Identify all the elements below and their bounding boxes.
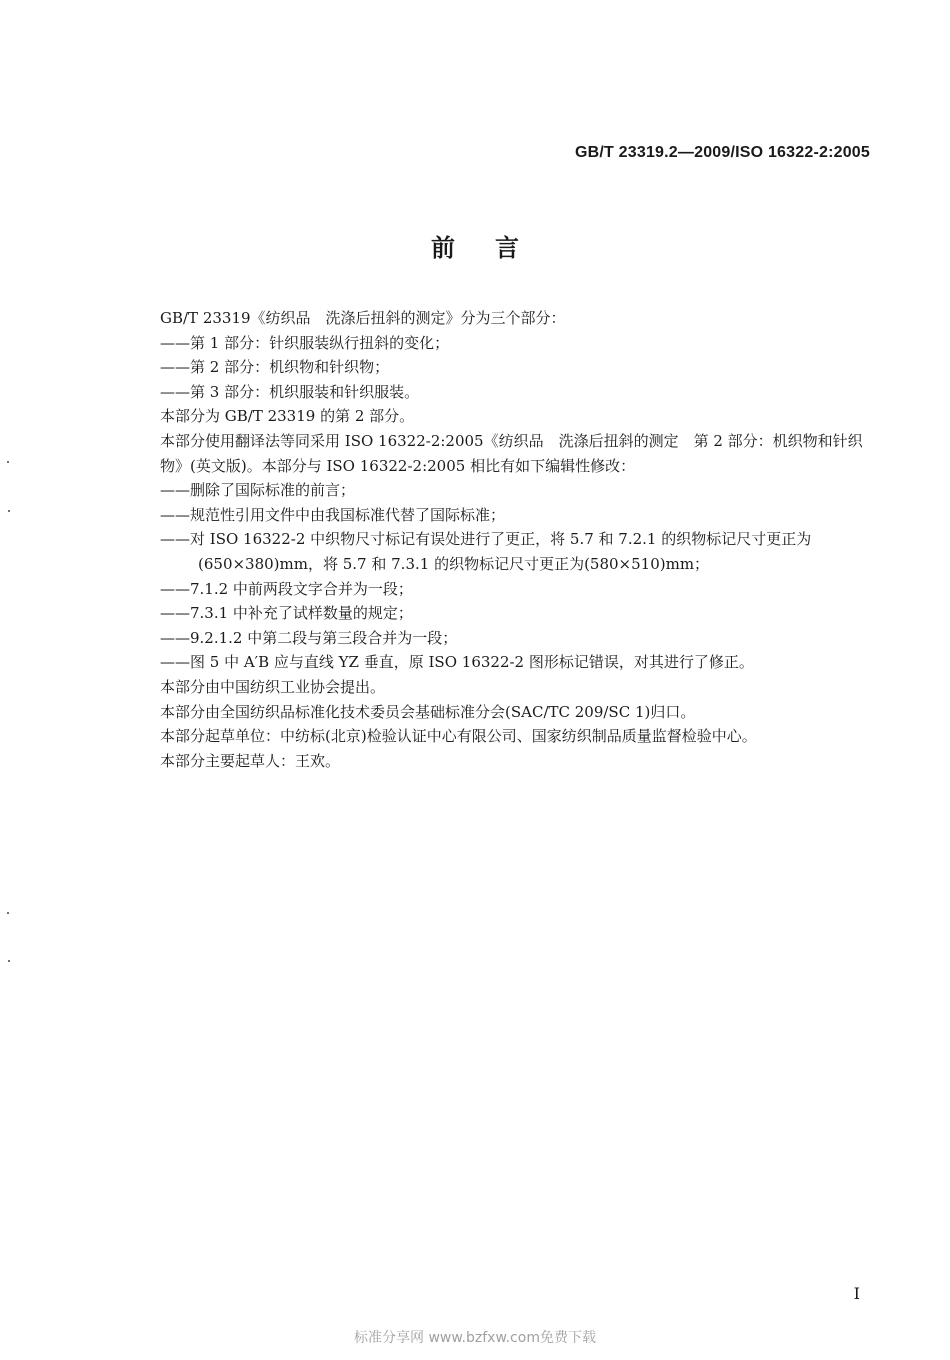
standard-code: GB/T 23319.2—2009/ISO 16322-2:2005 [575,144,870,161]
paragraph: 本部分由中国纺织工业协会提出。 [160,677,386,696]
list-item: ——第 3 部分：机织服装和针织服装。 [160,382,420,401]
scan-speck [8,960,10,962]
list-item: ——7.3.1 中补充了试样数量的规定； [160,604,413,623]
paragraph: 本部分由全国纺织品标准化技术委员会基础标准分会(SAC/TC 209/SC 1)归口。 [160,702,696,721]
list-item-continuation: (650×380)mm，将 5.7 和 7.3.1 的织物标记尺寸更正为(580×510)mm； [198,554,710,573]
paragraph: 本部分主要起草人：王欢。 [160,751,341,770]
paragraph: 本部分为 GB/T 23319 的第 2 部分。 [160,407,415,426]
paragraph: 本部分起草单位：中纺标(北京)检验认证中心有限公司、国家纺织制品质量监督检验中心。 [160,727,757,746]
list-item: ——规范性引用文件中由我国标准代替了国际标准； [160,505,506,524]
paragraph-adoption: 本部分使用翻译法等同采用 ISO 16322-2:2005《纺织品 洗涤后扭斜的测定 第 2 部分：机织物和针织物》(英文版)。本部分与 ISO 16322-2:2005 相比有如下编辑性修改： [160,431,863,475]
scan-speck [7,461,9,463]
watermark: 标准分享网 www.bzfxw.com免费下载 [354,1330,596,1346]
list-item: ——9.2.1.2 中第二段与第三段合并为一段； [160,628,458,647]
list-item: ——对 ISO 16322-2 中织物尺寸标记有误处进行了更正，将 5.7 和 7.2.1 的织物标记尺寸更正为 [160,530,812,549]
list-item: ——图 5 中 A′B 应与直线 YZ 垂直，原 ISO 16322-2 图形标记错误，对其进行了修正。 [160,653,754,672]
paragraph-intro: GB/T 23319《纺织品 洗涤后扭斜的测定》分为三个部分： [160,309,566,327]
page-title: 前言 [431,234,559,262]
list-item: ——第 1 部分：针织服装纵行扭斜的变化； [160,333,450,352]
list-item: ——删除了国际标准的前言； [160,481,356,500]
page-number: I [853,1284,860,1303]
list-item: ——7.1.2 中前两段文字合并为一段； [160,579,413,598]
list-item: ——第 2 部分：机织物和针织物； [160,358,390,377]
foreword-body [160,306,872,773]
scan-speck [8,510,10,512]
scan-speck [7,912,9,914]
